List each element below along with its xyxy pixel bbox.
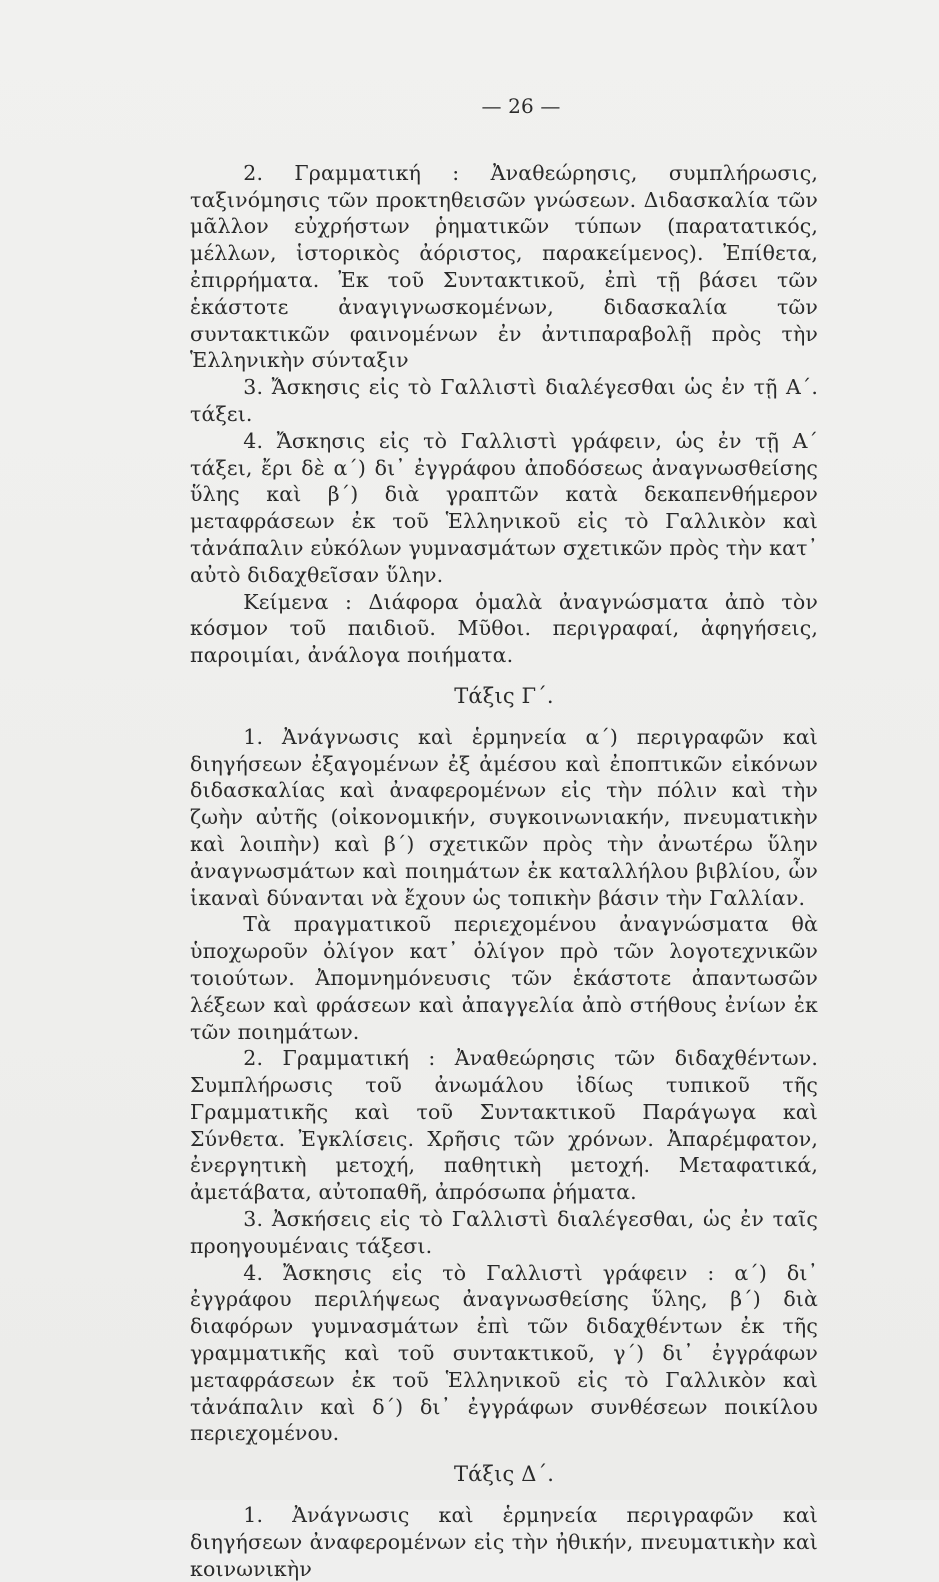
- paragraph: 4. Ἄσκησις εἰς τὸ Γαλλιστὶ γράφειν : α΄) δι᾽ ἐγγράφου περιλήψεως ἀναγνωσθείσης ὕλης, β΄) διὰ διαφόρων γυμνασμάτων ἐπὶ τῶν διδαχθέντων ἐκ τῆς γραμματικῆς καὶ τοῦ συντακτικοῦ, γ΄) δι᾽ ἐγγράφων μεταφράσεων ἐκ τοῦ Ἑλληνικοῦ εἰς τὸ Γαλλικὸν καὶ τἀνάπαλιν καὶ δ΄) δι᾽ ἐγγράφων συνθέσεων ποικίλου περιεχομένου.: [190, 1260, 818, 1446]
- paragraph: 3. Ἄσκησις εἰς τὸ Γαλλιστὶ διαλέγεσθαι ὡς ἐν τῇ Α΄. τάξει.: [190, 375, 818, 426]
- paragraph: 1. Ἀνάγνωσις καὶ ἑρμηνεία περιγραφῶν καὶ διηγήσεων ἀναφερομένων εἰς τὴν ἠθικήν, πνευματικὴν καὶ κοινωνικὴν: [190, 1503, 818, 1581]
- paragraph: Κείμενα : Διάφορα ὁμαλὰ ἀναγνώσματα ἀπὸ τὸν κόσμον τοῦ παιδιοῦ. Μῦθοι. περιγραφαί, ἀφηγήσεις, παροιμίαι, ἀνάλογα ποιήματα.: [190, 589, 818, 668]
- paragraph: Τὰ πραγματικοῦ περιεχομένου ἀναγνώσματα θὰ ὑποχωροῦν ὀλίγον κατ᾽ ὀλίγον πρὸ τῶν λογοτεχνικῶν τοιούτων. Ἀπομνημόνευσις τῶν ἑκάστοτε ἀπαντωσῶν λέξεων καὶ φράσεων καὶ ἀπαγγελία ἀπὸ στήθους ἐνίων ἐκ τῶν ποιημάτων.: [190, 912, 818, 1044]
- paragraph: 2. Γραμματική : Ἀναθεώρησις, συμπλήρωσις, ταξινόμησις τῶν προκτηθεισῶν γνώσεων. Διδασκαλία τῶν μᾶλλον εὐχρήστων ῥηματικῶν τύπων (παρατατικός, μέλλων, ἱστορικὸς ἀόριστος, παρακείμενος). Ἐπίθετα, ἐπιρρήματα. Ἐκ τοῦ Συντακτικοῦ, ἐπὶ τῇ βάσει τῶν ἑκάστοτε ἀναγιγνωσκομένων, διδασκαλία τῶν συντακτικῶν φαινομένων ἐν ἀντιπαραβολῇ πρὸς τὴν Ἑλληνικὴν σύνταξιν: [190, 160, 818, 373]
- paragraph: 1. Ἀνάγνωσις καὶ ἑρμηνεία α΄) περιγραφῶν καὶ διηγήσεων ἐξαγομένων ἐξ ἀμέσου καὶ ἐποπτικῶν εἰκόνων διδασκαλίας καὶ ἀναφερομένων εἰς τὴν πόλιν καὶ τὴν ζωὴν αὐτῆς (οἰκονομικήν, συγκοινωνιακήν, πνευματικὴν καὶ λοιπὴν) καὶ β΄) σχετικῶν πρὸς τὴν ἀνωτέρω ὕλην ἀναγνωσμάτων καὶ ποιημάτων ἐκ καταλλήλου βιβλίου, ὧν ἱκαναὶ δύνανται νὰ ἔχουν ὡς τοπικὴν βάσιν τὴν Γαλλίαν.: [190, 724, 818, 910]
- paragraph: 4. Ἄσκησις εἰς τὸ Γαλλιστὶ γράφειν, ὡς ἐν τῇ Α΄ τάξει, ἔρι δὲ α΄) δι᾽ ἐγγράφου ἀποδόσεως ἀναγνωσθείσης ὕλης καὶ β΄) διὰ γραπτῶν κατὰ δεκαπενθήμερον μεταφράσεων ἐκ τοῦ Ἑλληνικοῦ εἰς τὸ Γαλλικὸν καὶ τἀνάπαλιν εὐκόλων γυμνασμάτων σχετικῶν πρὸς τὴν κατ᾽ αὐτὸ διδαχθεῖσαν ὕλην.: [190, 428, 818, 587]
- page-number: — 26 —: [481, 94, 561, 118]
- text-block: [190, 93, 818, 1582]
- paragraph: 2. Γραμματική : Ἀναθεώρησις τῶν διδαχθέντων. Συμπλήρωσις τοῦ ἀνωμάλου ἰδίως τυπικοῦ τῆς Γραμματικῆς καὶ τοῦ Συντακτικοῦ Παράγωγα καὶ Σύνθετα. Ἐγκλίσεις. Χρῆσις τῶν χρόνων. Ἀπαρέμφατον, ἐνεργητικὴ μετοχή, παθητικὴ μετοχή. Μεταφατικά, ἀμετάβατα, αὐτοπαθῆ, ἀπρόσωπα ῥήματα.: [190, 1046, 818, 1205]
- section-heading-class-d: Τάξις Δ΄.: [453, 1462, 555, 1487]
- section-heading-class-g: Τάξις Γ΄.: [454, 683, 554, 708]
- paragraph: 3. Ἀσκήσεις εἰς τὸ Γαλλιστὶ διαλέγεσθαι, ὡς ἐν ταῖς προηγουμέναις τάξεσι.: [190, 1207, 818, 1258]
